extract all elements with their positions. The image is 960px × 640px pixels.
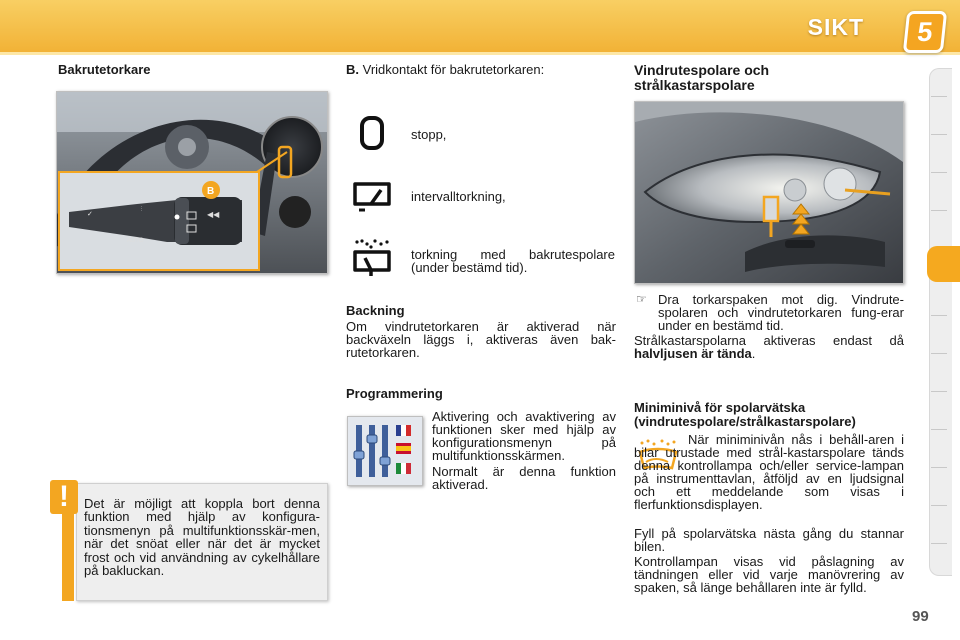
callout-b-label: B bbox=[207, 186, 215, 197]
min-level-text: När miniminivån nås i behåll-aren i bilar utrustade med strål-kastarspolare tänds denna kontrollampa och/eller service-lampan på instrumenttavlan, åtföljd av en ljudsignal och ett meddelande som visas i flerfunktionsdisplayen. bbox=[634, 432, 904, 512]
bullet-hand-icon: ☞ bbox=[636, 292, 647, 306]
tab-divider bbox=[931, 210, 947, 211]
callout-letter-b: B. bbox=[346, 62, 359, 77]
svg-text:⋮: ⋮ bbox=[139, 206, 144, 212]
tab-divider bbox=[931, 134, 947, 135]
reverse-text: Om vindrutetorkaren är aktiverad när backväxeln läggs i, aktiveras även bak-rutetorkaren. bbox=[346, 319, 616, 360]
rotary-switch-intro bbox=[346, 63, 626, 76]
rear-wiper-heading: Bakrutetorkare bbox=[58, 62, 151, 77]
configuration-menu-icon bbox=[347, 416, 423, 486]
rotary-switch-intro-text: Vridkontakt för bakrutetorkaren: bbox=[362, 62, 545, 77]
chapter-tab-strip bbox=[929, 68, 952, 576]
svg-text:◀◀: ◀◀ bbox=[207, 210, 220, 219]
position-wash-wipe-label: torkning med bakrutespolare (under bestämd tid). bbox=[411, 247, 615, 275]
headlamp-washer-illustration bbox=[634, 101, 904, 284]
headlamp-note-text: Strålkastarspolarna aktiveras endast då bbox=[634, 333, 904, 348]
min-level-heading: Miniminivå för spolarvätska (vindrutespolare/strålkastarspolare) bbox=[634, 400, 856, 429]
washer-heading: Vindrutespolare och strålkastarspolare bbox=[634, 62, 770, 93]
tab-divider bbox=[931, 391, 947, 392]
tab-divider bbox=[931, 505, 947, 506]
warning-exclamation-icon: ! bbox=[50, 480, 78, 514]
tab-divider bbox=[931, 315, 947, 316]
intermittent-wiper-icon bbox=[351, 180, 393, 214]
position-intermittent-label: intervalltorkning, bbox=[411, 189, 506, 204]
programming-text-2: Normalt är denna funktion aktiverad. bbox=[432, 464, 616, 492]
rear-wiper-stalk-illustration bbox=[56, 91, 328, 274]
chapter-tab-active[interactable] bbox=[927, 246, 960, 282]
tab-divider bbox=[931, 467, 947, 468]
reverse-heading: Backning bbox=[346, 303, 405, 318]
programming-heading: Programmering bbox=[346, 386, 443, 401]
warning-text: Det är möjligt att koppla bort denna funktion med hjälp av konfigura-tionsmenyn på multifunktionsskär-men, när det snöat eller när det är mycket frost och vid användning av cykelhållare på bakluckan. bbox=[84, 496, 320, 579]
tab-divider bbox=[931, 172, 947, 173]
page-number: 99 bbox=[912, 608, 929, 625]
svg-text:✓: ✓ bbox=[87, 211, 93, 218]
chapter-title: SIKT bbox=[807, 14, 864, 40]
wash-wipe-icon bbox=[351, 238, 393, 278]
tab-divider bbox=[931, 429, 947, 430]
header-band-edge bbox=[0, 52, 960, 55]
tab-divider bbox=[931, 543, 947, 544]
warning-lamp-text: Kontrollampan visas vid påslagning av tändningen eller vid varje manövrering av spaken, så länge behållaren inte är fylld. bbox=[634, 554, 904, 595]
headlamp-washer-note bbox=[634, 334, 904, 360]
pull-stalk-text: Dra torkarspaken mot dig. Vindrute-spolaren och vindrutetorkaren fung-erar under en bestämd tid. bbox=[658, 292, 904, 333]
chapter-number-badge: 5 bbox=[903, 11, 947, 53]
fill-fluid-text: Fyll på spolarvätska nästa gång du stannar bilen. bbox=[634, 526, 904, 554]
tab-divider bbox=[931, 96, 947, 97]
programming-text-1: Aktivering och avaktivering av funktionen sker med hjälp av konfigurationsmenyn på multifunktionsskärmen. bbox=[432, 409, 616, 463]
position-stop-label: stopp, bbox=[411, 127, 447, 142]
tab-divider bbox=[931, 353, 947, 354]
stop-icon bbox=[359, 116, 387, 150]
headlamp-note-bold: halvljusen är tända bbox=[634, 346, 752, 361]
headlamp-note-end: . bbox=[751, 346, 756, 361]
stalk-auto-label: AUTO bbox=[127, 238, 144, 244]
